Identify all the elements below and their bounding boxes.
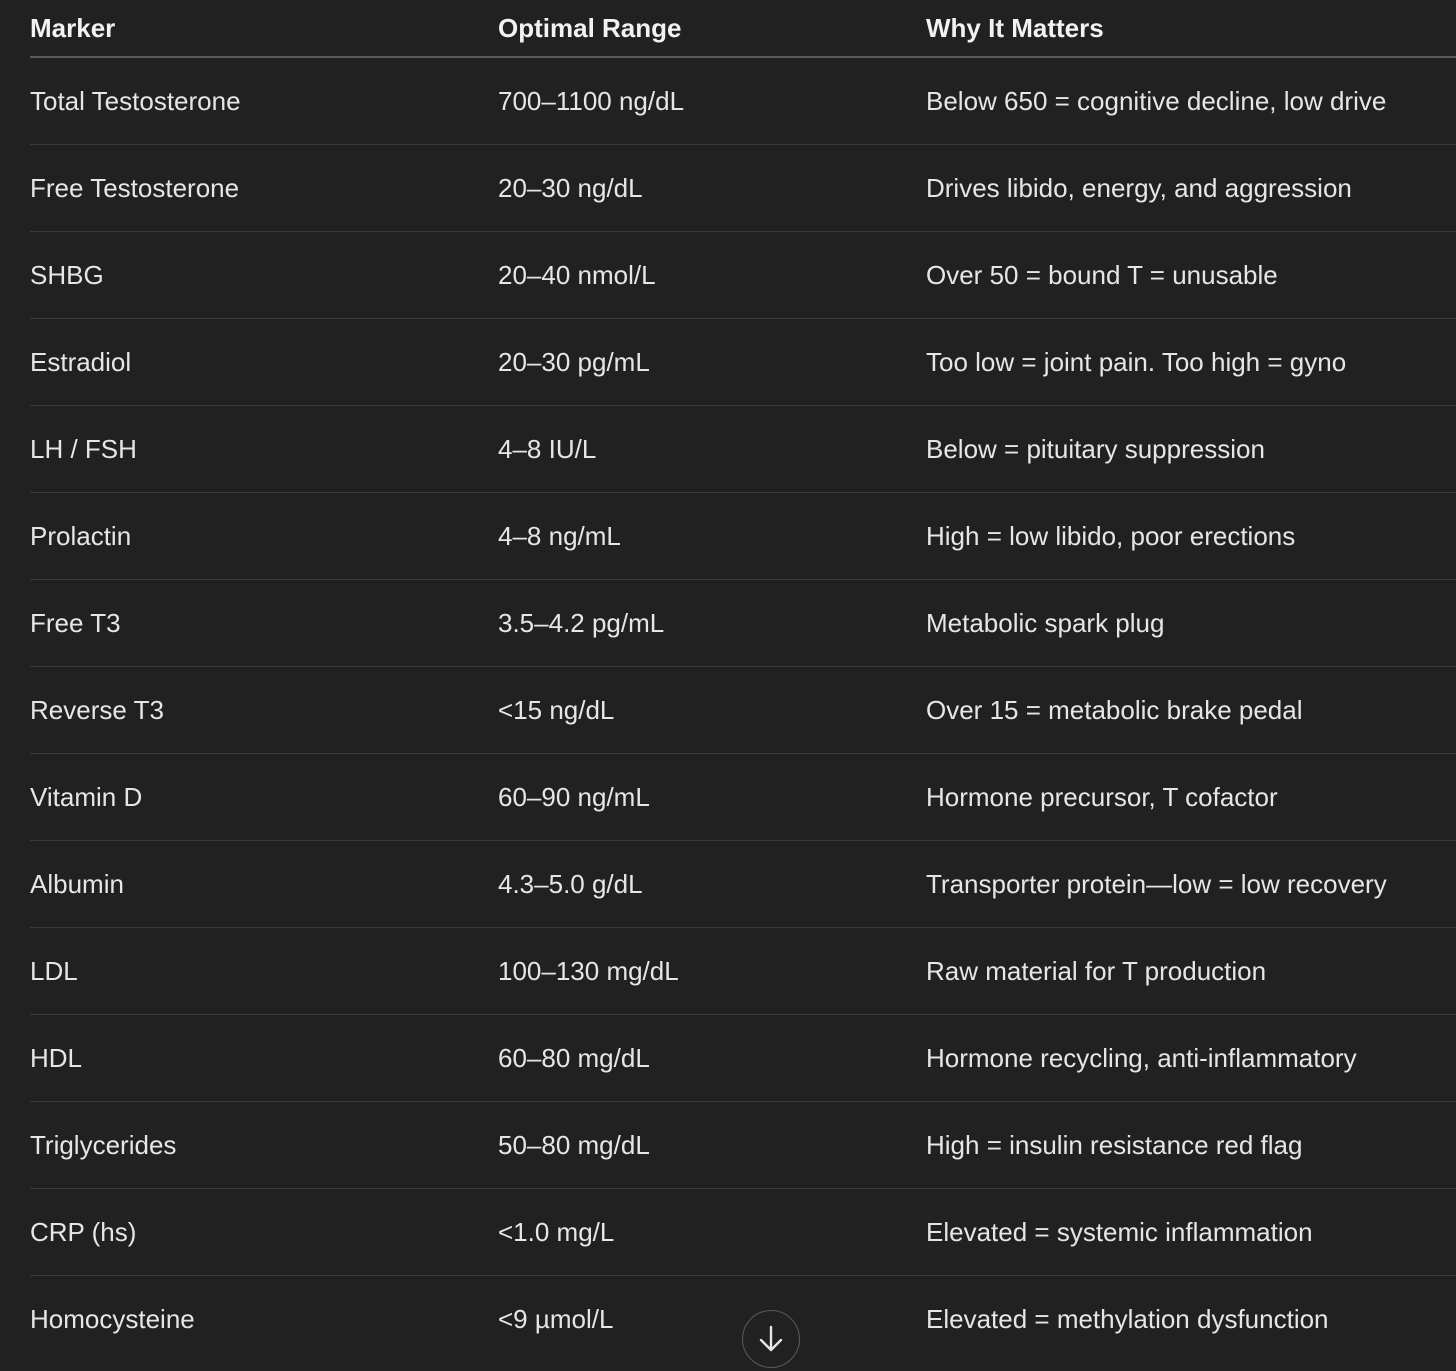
cell-why: Elevated = systemic inflammation [926,1189,1456,1276]
cell-marker: LDL [30,928,498,1015]
cell-why: Hormone recycling, anti-inflammatory [926,1015,1456,1102]
cell-why: Over 15 = metabolic brake pedal [926,667,1456,754]
table-row [30,57,1456,145]
cell-why: Over 50 = bound T = unusable [926,232,1456,319]
table-row [30,928,1456,1015]
table-row [30,493,1456,580]
cell-why: Transporter protein—low = low recovery [926,841,1456,928]
table-row [30,232,1456,319]
cell-marker: Triglycerides [30,1102,498,1189]
scroll-to-bottom-button[interactable] [742,1310,800,1368]
cell-why: Below = pituitary suppression [926,406,1456,493]
table-row [30,145,1456,232]
cell-range: 700–1100 ng/dL [498,57,926,145]
cell-range: 4–8 ng/mL [498,493,926,580]
cell-marker: Total Testosterone [30,57,498,145]
cell-range: 60–80 mg/dL [498,1015,926,1102]
cell-marker: Estradiol [30,319,498,406]
cell-why: Hormone precursor, T cofactor [926,754,1456,841]
cell-why: Drives libido, energy, and aggression [926,145,1456,232]
cell-range: <15 ng/dL [498,667,926,754]
header-marker: Marker [30,0,498,57]
cell-marker: HDL [30,1015,498,1102]
cell-range: 4.3–5.0 g/dL [498,841,926,928]
cell-why: Raw material for T production [926,928,1456,1015]
cell-range: 60–90 ng/mL [498,754,926,841]
biomarker-table-container [30,0,1456,1362]
table-row [30,580,1456,667]
cell-why: Below 650 = cognitive decline, low drive [926,57,1456,145]
cell-marker: LH / FSH [30,406,498,493]
cell-range: 20–40 nmol/L [498,232,926,319]
cell-range: 20–30 ng/dL [498,145,926,232]
cell-marker: Albumin [30,841,498,928]
cell-marker: Prolactin [30,493,498,580]
cell-range: 100–130 mg/dL [498,928,926,1015]
cell-why: Metabolic spark plug [926,580,1456,667]
biomarker-table [30,0,1456,1362]
cell-marker: Free T3 [30,580,498,667]
cell-range: <9 µmol/L [498,1303,614,1334]
table-row [30,1015,1456,1102]
table-row [30,754,1456,841]
table-row [30,841,1456,928]
cell-range: 50–80 mg/dL [498,1102,926,1189]
arrow-down-icon [757,1324,785,1354]
table-row [30,1189,1456,1276]
table-row [30,667,1456,754]
cell-marker: Homocysteine [30,1303,195,1334]
cell-marker: CRP (hs) [30,1189,498,1276]
table-body [30,57,1456,1362]
cell-marker: Vitamin D [30,754,498,841]
header-row [30,0,1456,57]
cell-marker: Reverse T3 [30,667,498,754]
cell-why: High = low libido, poor erections [926,493,1456,580]
cell-why: High = insulin resistance red flag [926,1102,1456,1189]
cell-range: 4–8 IU/L [498,406,926,493]
cell-why: Elevated = methylation dysfunction [926,1303,1329,1334]
header-why-it-matters: Why It Matters [926,0,1456,57]
table-row [30,1102,1456,1189]
cell-marker: SHBG [30,232,498,319]
cell-marker: Free Testosterone [30,145,498,232]
cell-range: <1.0 mg/L [498,1189,926,1276]
cell-why: Too low = joint pain. Too high = gyno [926,319,1456,406]
table-row [30,319,1456,406]
cell-range: 20–30 pg/mL [498,319,926,406]
table-row [30,406,1456,493]
table-header [30,0,1456,57]
header-optimal-range: Optimal Range [498,0,926,57]
cell-range: 3.5–4.2 pg/mL [498,580,926,667]
